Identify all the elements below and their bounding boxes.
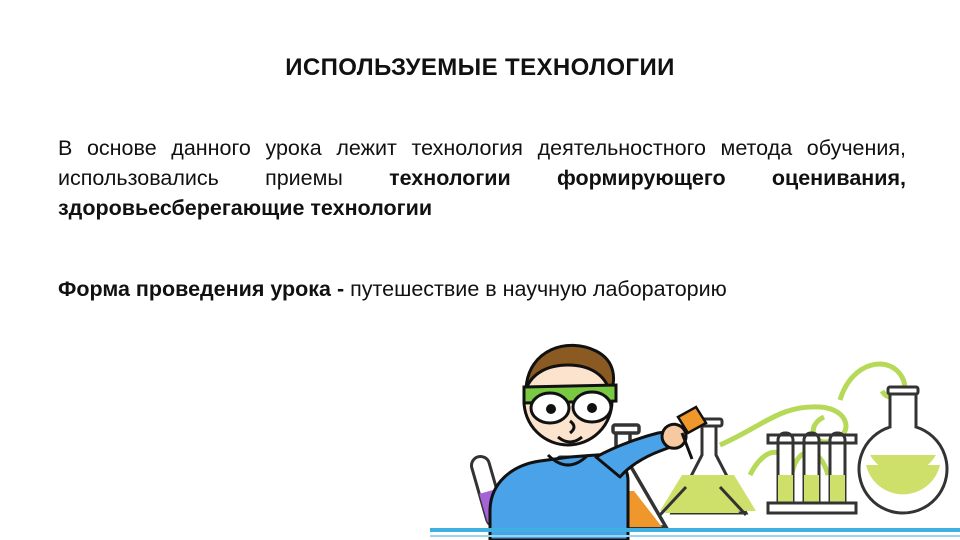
- body-text-block: [58, 133, 906, 223]
- paragraph-technologies: [58, 133, 906, 223]
- boy-scientist-with-flasks-icon: [420, 305, 960, 540]
- paragraph-lesson-format: [58, 274, 928, 304]
- page-title: ИСПОЛЬЗУЕМЫЕ ТЕХНОЛОГИИ: [285, 54, 675, 81]
- bottom-accent-rule: [430, 528, 960, 532]
- paragraph-2-part-2: путешествие в научную лабораторию: [350, 277, 727, 301]
- paragraph-2-part-1-bold: Форма проведения урока -: [58, 277, 351, 301]
- paragraph-1-part-1: В основе данного урока лежит технология деятельностного метода обучения, использовались приемы: [58, 136, 906, 190]
- paragraph-1-part-2-bold: технологии формирующего оценивания, здоровьесберегающие технологии: [58, 166, 906, 220]
- bottom-accent-rule-light: [430, 535, 960, 537]
